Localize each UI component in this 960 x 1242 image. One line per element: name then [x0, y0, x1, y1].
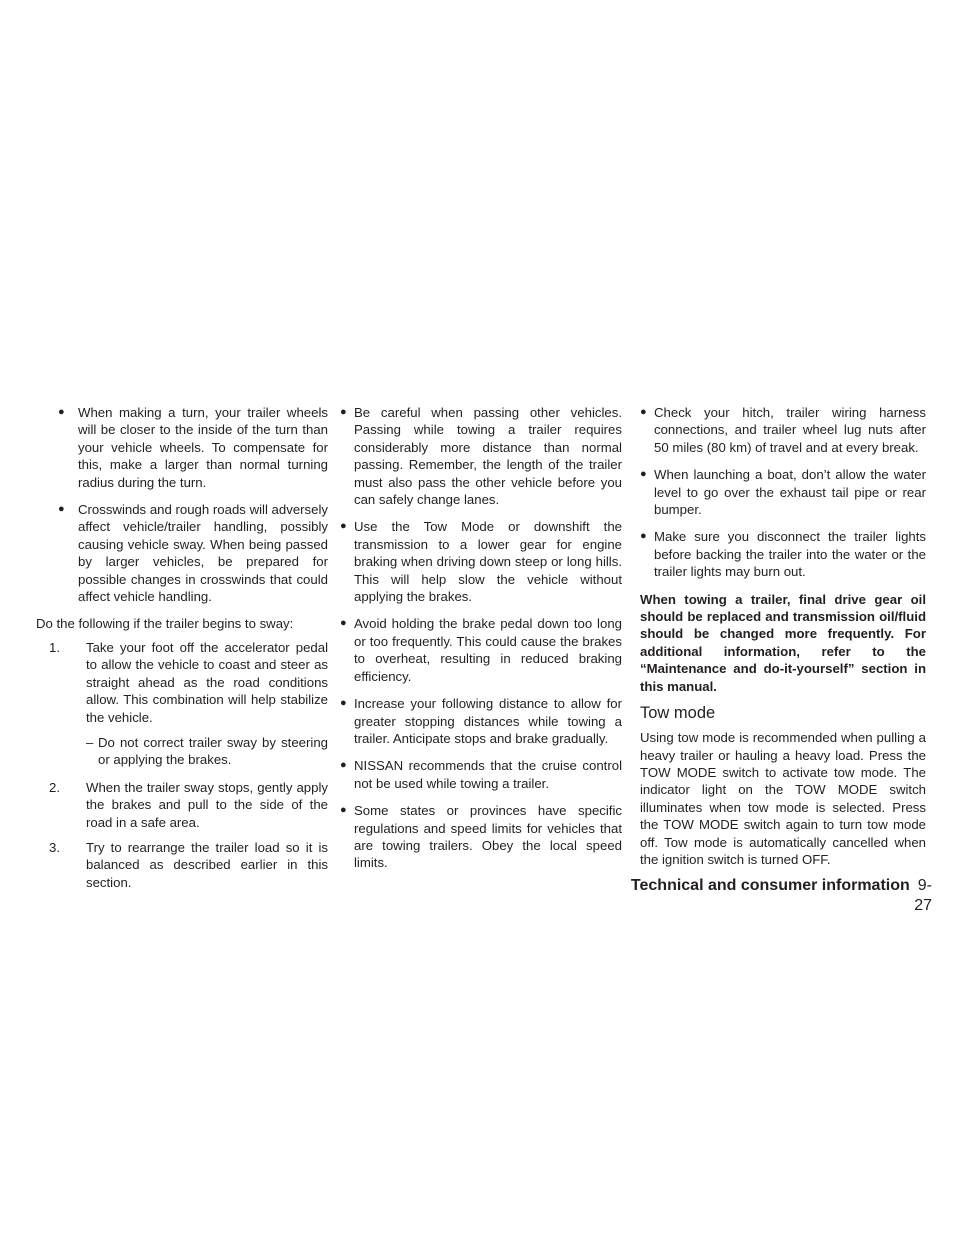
- bullet-item: [640, 466, 926, 518]
- step-number: 2.: [49, 779, 60, 795]
- bullet-text: Make sure you disconnect the trailer lights before backing the trailer into the water or the trailer lights may burn out.: [654, 529, 926, 580]
- step-item: [36, 779, 328, 831]
- step-item: [36, 639, 328, 726]
- bullet-icon: ●: [340, 804, 347, 817]
- bullet-item: [340, 615, 622, 685]
- step-number: 1.: [49, 639, 60, 655]
- bullet-item: [340, 404, 622, 508]
- page-number: 9-27: [914, 877, 932, 914]
- bullet-text: Check your hitch, trailer wiring harness connections, and trailer wheel lug nuts after 50 miles (80 km) of travel and at every break.: [654, 405, 926, 455]
- footer-section-title: Technical and consumer information: [630, 877, 910, 894]
- column-2: [340, 404, 622, 882]
- maintenance-note: When towing a trailer, final drive gear oil should be replaced and transmission oil/fluid should be changed more frequently. For additional information, refer to the “Maintenance and do-it-yourself” section in this manual.: [640, 591, 926, 694]
- bullet-icon: ●: [340, 759, 347, 772]
- bullet-item: [36, 404, 328, 491]
- step-text: Try to rearrange the trailer load so it is balanced as described earlier in this section.: [86, 839, 328, 890]
- bullet-text: Some states or provinces have specific regulations and speed limits for vehicles that are towing trailers. Obey the local speed limits.: [354, 803, 622, 871]
- bullet-item: [36, 501, 328, 605]
- column-3: [640, 404, 926, 868]
- section-heading: Tow mode: [640, 704, 716, 723]
- bullet-text: Use the Tow Mode or downshift the transmission to a lower gear for engine braking when driving down steep or long hills. This will help slow the vehicle without applying the brakes.: [354, 519, 622, 605]
- step-text: Take your foot off the accelerator pedal to allow the vehicle to coast and steer as straight ahead as the road conditions allow. This combination will help stabilize the vehicle.: [86, 639, 328, 725]
- bullet-item: [340, 518, 622, 605]
- bullet-icon: ●: [58, 503, 65, 516]
- bullet-item: [640, 404, 926, 456]
- dash-note-text: Do not correct trailer sway by steering or applying the brakes.: [98, 734, 328, 768]
- bullet-icon: ●: [340, 697, 347, 710]
- sway-intro: Do the following if the trailer begins to sway:: [36, 616, 294, 632]
- page-footer: [620, 876, 932, 916]
- bullet-text: Be careful when passing other vehicles. Passing while towing a trailer requires considerably more distance than normal passing. Remember, the length of the trailer must also pass the other vehicle before you can safely change lanes.: [354, 405, 622, 508]
- bullet-icon: ●: [640, 468, 647, 481]
- bullet-item: [340, 757, 622, 792]
- dash-note: [36, 734, 328, 769]
- column-1: [36, 404, 328, 899]
- step-text: When the trailer sway stops, gently apply the brakes and pull to the side of the road in a safe area.: [86, 779, 328, 830]
- step-number: 3.: [49, 839, 60, 855]
- bullet-text: Increase your following distance to allow for greater stopping distances while towing a trailer. Anticipate stops and brake gradually.: [354, 696, 622, 746]
- tow-mode-body: Using tow mode is recommended when pulling a heavy trailer or hauling a heavy load. Press the TOW MODE switch to activate tow mode. The indicator light on the TOW MODE switch illuminates when tow mode is selected. Press the TOW MODE switch again to turn tow mode off. Tow mode is automatically cancelled when the ignition switch is turned OFF.: [640, 730, 926, 867]
- bullet-icon: ●: [640, 530, 647, 543]
- bullet-text: Crosswinds and rough roads will adversely affect vehicle/trailer handling, possibly causing vehicle sway. When being passed by larger vehicles, be prepared for possible changes in crosswinds that could affect vehicle handling.: [78, 502, 328, 605]
- bullet-icon: ●: [58, 406, 65, 418]
- bullet-item: [640, 528, 926, 580]
- bullet-item: [340, 802, 622, 872]
- bullet-icon: ●: [340, 520, 347, 533]
- step-item: [36, 839, 328, 891]
- bullet-text: When making a turn, your trailer wheels will be closer to the inside of the turn than your vehicle wheels. To compensate for this, make a larger than normal turning radius during the turn.: [78, 405, 328, 490]
- bullet-text: NISSAN recommends that the cruise control not be used while towing a trailer.: [354, 758, 622, 791]
- bullet-icon: ●: [340, 406, 347, 418]
- bullet-text: When launching a boat, don’t allow the water level to go over the exhaust tail pipe or rear bumper.: [654, 467, 926, 518]
- dash-icon: –: [86, 734, 94, 750]
- bullet-item: [340, 695, 622, 747]
- bullet-icon: ●: [640, 406, 647, 418]
- bullet-icon: ●: [340, 617, 347, 630]
- bullet-text: Avoid holding the brake pedal down too long or too frequently. This could cause the brakes to overheat, resulting in reduced braking efficiency.: [354, 616, 622, 684]
